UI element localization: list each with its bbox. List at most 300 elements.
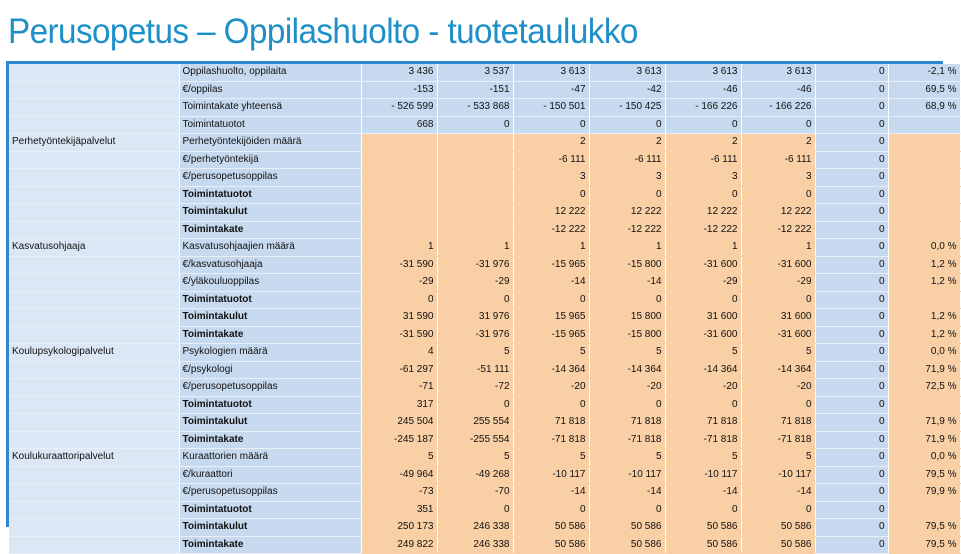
page-title: Perusopetus – Oppilashuolto - tuotetaulukko [8,12,638,51]
value-cell [888,204,960,222]
value-cell: 3 613 [589,64,665,81]
value-cell [888,396,960,414]
metric-cell: €/psykologi [179,361,361,379]
value-cell [888,186,960,204]
value-cell: 79,5 % [888,536,960,554]
value-cell: 0 [815,221,888,239]
group-cell [9,396,179,414]
value-cell: 0,0 % [888,239,960,257]
metric-cell: Toimintakate [179,536,361,554]
value-cell: 50 586 [513,536,589,554]
value-cell: 0,0 % [888,344,960,362]
value-cell: -71 [361,379,437,397]
value-cell: 3 613 [665,64,741,81]
group-cell [9,536,179,554]
value-cell: -15 800 [589,256,665,274]
value-cell: 3 436 [361,64,437,81]
value-cell: - 166 226 [665,99,741,117]
metric-cell: €/perhetyöntekijä [179,151,361,169]
group-cell [9,81,179,99]
value-cell: 3 613 [741,64,815,81]
value-cell: 1 [437,239,513,257]
value-cell: -71 818 [665,431,741,449]
value-cell: 5 [665,449,741,467]
value-cell: 0 [815,396,888,414]
value-cell: 71 818 [513,414,589,432]
value-cell [888,501,960,519]
metric-cell: €/perusopetusoppilas [179,379,361,397]
value-cell: 1,2 % [888,256,960,274]
value-cell: -29 [361,274,437,292]
value-cell: -6 111 [741,151,815,169]
value-cell: 15 800 [589,309,665,327]
value-cell: 1 [665,239,741,257]
value-cell [888,221,960,239]
table-row [9,256,960,274]
value-cell: -31 976 [437,326,513,344]
value-cell: 12 222 [665,204,741,222]
table-row [9,396,960,414]
value-cell: 0 [815,309,888,327]
value-cell: 50 586 [665,519,741,537]
value-cell: -31 590 [361,326,437,344]
value-cell: 1 [741,239,815,257]
table-row [9,64,960,81]
value-cell: 245 504 [361,414,437,432]
value-cell: -10 117 [741,466,815,484]
value-cell: 4 [361,344,437,362]
value-cell: 71 818 [589,414,665,432]
value-cell: 5 [361,449,437,467]
value-cell: 0 [815,466,888,484]
group-cell: Perhetyöntekijäpalvelut [9,134,179,152]
value-cell: 255 554 [437,414,513,432]
value-cell: 2 [513,134,589,152]
value-cell: -71 818 [741,431,815,449]
group-cell [9,414,179,432]
group-cell: Koulupsykologipalvelut [9,344,179,362]
value-cell [888,116,960,134]
value-cell: 0 [815,99,888,117]
value-cell: 0 [513,396,589,414]
value-cell: -49 268 [437,466,513,484]
value-cell: 0 [437,291,513,309]
metric-cell: €/oppilas [179,81,361,99]
value-cell: 5 [589,449,665,467]
value-cell: 351 [361,501,437,519]
value-cell: 249 822 [361,536,437,554]
value-cell: 0 [589,396,665,414]
group-cell [9,116,179,134]
value-cell: -46 [665,81,741,99]
value-cell: 12 222 [741,204,815,222]
value-cell: -15 800 [589,326,665,344]
value-cell [361,204,437,222]
metric-cell: Toimintatuotot [179,501,361,519]
value-cell: - 533 868 [437,99,513,117]
table-row [9,501,960,519]
value-cell: -31 590 [361,256,437,274]
value-cell: -14 [665,484,741,502]
value-cell: -71 818 [589,431,665,449]
value-cell: 50 586 [741,519,815,537]
value-cell: -29 [741,274,815,292]
table-row [9,379,960,397]
metric-cell: Toimintakulut [179,309,361,327]
value-cell: -14 [589,274,665,292]
value-cell: 31 976 [437,309,513,327]
group-cell [9,431,179,449]
value-cell: 2 [741,134,815,152]
value-cell: 0 [815,134,888,152]
value-cell: 69,5 % [888,81,960,99]
value-cell: 1,2 % [888,274,960,292]
value-cell [888,169,960,187]
table-row [9,204,960,222]
value-cell: 5 [437,449,513,467]
value-cell: 0 [815,186,888,204]
value-cell: 0 [815,379,888,397]
value-cell: 0 [741,116,815,134]
metric-cell: Toimintatuotot [179,116,361,134]
value-cell: -51 111 [437,361,513,379]
group-cell [9,466,179,484]
value-cell [437,204,513,222]
metric-cell: Oppilashuolto, oppilaita [179,64,361,81]
value-cell: 1 [361,239,437,257]
group-cell [9,274,179,292]
value-cell [361,134,437,152]
value-cell: 2 [665,134,741,152]
value-cell: -20 [665,379,741,397]
value-cell: 0 [815,519,888,537]
value-cell: 68,9 % [888,99,960,117]
value-cell: -31 600 [665,256,741,274]
value-cell: 71 818 [665,414,741,432]
value-cell: 3 537 [437,64,513,81]
value-cell: 5 [437,344,513,362]
value-cell: 72,5 % [888,379,960,397]
group-cell [9,309,179,327]
group-cell [9,519,179,537]
group-cell [9,186,179,204]
value-cell: -10 117 [589,466,665,484]
value-cell: 0 [815,239,888,257]
value-cell: -46 [741,81,815,99]
metric-cell: Toimintakulut [179,519,361,537]
value-cell: -15 965 [513,256,589,274]
value-cell [437,169,513,187]
table-row [9,484,960,502]
value-cell: 0 [815,431,888,449]
value-cell: 0 [815,501,888,519]
value-cell: 0 [815,256,888,274]
value-cell: 668 [361,116,437,134]
value-cell: 317 [361,396,437,414]
value-cell: 0 [815,81,888,99]
value-cell: -12 222 [513,221,589,239]
value-cell: -72 [437,379,513,397]
value-cell: 5 [741,449,815,467]
value-cell: -12 222 [741,221,815,239]
value-cell: 71,9 % [888,414,960,432]
group-cell [9,204,179,222]
value-cell [437,134,513,152]
value-cell: 0 [815,449,888,467]
value-cell: -10 117 [665,466,741,484]
value-cell: 1,2 % [888,309,960,327]
metric-cell: Toimintakulut [179,414,361,432]
value-cell: -61 297 [361,361,437,379]
value-cell: 0 [741,396,815,414]
value-cell: 0 [815,291,888,309]
value-cell [361,169,437,187]
value-cell: 3 613 [513,64,589,81]
value-cell: -151 [437,81,513,99]
metric-cell: Toimintakulut [179,204,361,222]
value-cell: 0 [815,326,888,344]
metric-cell: €/perusopetusoppilas [179,484,361,502]
metric-cell: Psykologien määrä [179,344,361,362]
product-table [9,64,961,554]
value-cell: 0 [815,169,888,187]
value-cell: 1,2 % [888,326,960,344]
metric-cell: Toimintakate [179,326,361,344]
value-cell: -14 [589,484,665,502]
metric-cell: Toimintakate yhteensä [179,99,361,117]
value-cell: -10 117 [513,466,589,484]
value-cell: 5 [513,344,589,362]
value-cell: 0 [589,116,665,134]
table-row [9,151,960,169]
value-cell: 0 [665,501,741,519]
metric-cell: Kasvatusohjaajien määrä [179,239,361,257]
value-cell: 0 [815,151,888,169]
value-cell: -73 [361,484,437,502]
value-cell: -6 111 [589,151,665,169]
value-cell: 0 [741,186,815,204]
group-cell: Koulukuraattoripalvelut [9,449,179,467]
group-cell [9,169,179,187]
value-cell: 12 222 [589,204,665,222]
table-row [9,221,960,239]
group-cell [9,291,179,309]
metric-cell: Perhetyöntekijöiden määrä [179,134,361,152]
value-cell [361,186,437,204]
value-cell: 0,0 % [888,449,960,467]
group-cell [9,484,179,502]
group-cell [9,221,179,239]
value-cell [888,291,960,309]
value-cell: 0 [815,64,888,81]
value-cell: -15 965 [513,326,589,344]
value-cell: 5 [741,344,815,362]
value-cell: -31 600 [741,326,815,344]
value-cell: 0 [589,501,665,519]
value-cell: 0 [361,291,437,309]
value-cell: 0 [741,501,815,519]
group-cell [9,99,179,117]
table-row [9,361,960,379]
value-cell [888,151,960,169]
value-cell: 3 [589,169,665,187]
value-cell: 79,5 % [888,466,960,484]
value-cell: 0 [815,361,888,379]
value-cell: -42 [589,81,665,99]
value-cell: 0 [815,484,888,502]
table-row [9,431,960,449]
value-cell: 50 586 [665,536,741,554]
value-cell: 246 338 [437,519,513,537]
value-cell [361,151,437,169]
value-cell: -153 [361,81,437,99]
value-cell: 3 [513,169,589,187]
value-cell: 0 [665,396,741,414]
metric-cell: Toimintatuotot [179,396,361,414]
value-cell: -71 818 [513,431,589,449]
value-cell: 5 [665,344,741,362]
metric-cell: €/perusopetusoppilas [179,169,361,187]
table-body [9,64,960,554]
value-cell: -14 364 [741,361,815,379]
value-cell: 31 590 [361,309,437,327]
table-row [9,239,960,257]
value-cell: 0 [665,291,741,309]
group-cell [9,151,179,169]
value-cell: -12 222 [589,221,665,239]
value-cell: 0 [513,186,589,204]
value-cell: -20 [513,379,589,397]
value-cell: -245 187 [361,431,437,449]
value-cell: 246 338 [437,536,513,554]
value-cell: -20 [741,379,815,397]
table-row [9,466,960,484]
product-table-frame [6,61,957,550]
metric-cell: €/yläkouluoppilas [179,274,361,292]
table-row [9,274,960,292]
value-cell: 0 [741,291,815,309]
table-row [9,536,960,554]
value-cell: 5 [589,344,665,362]
value-cell: -70 [437,484,513,502]
value-cell: 0 [665,116,741,134]
table-row [9,186,960,204]
value-cell: - 150 425 [589,99,665,117]
value-cell [437,186,513,204]
value-cell: 3 [741,169,815,187]
value-cell: - 150 501 [513,99,589,117]
group-cell [9,501,179,519]
value-cell: 0 [437,396,513,414]
value-cell: -29 [437,274,513,292]
value-cell: 0 [437,501,513,519]
value-cell: -12 222 [665,221,741,239]
value-cell: 5 [513,449,589,467]
value-cell: 1 [513,239,589,257]
value-cell: 71,9 % [888,361,960,379]
value-cell: -20 [589,379,665,397]
value-cell: -49 964 [361,466,437,484]
value-cell: -14 364 [665,361,741,379]
table-row [9,134,960,152]
value-cell: 0 [815,274,888,292]
value-cell: 71 818 [741,414,815,432]
value-cell: 0 [513,291,589,309]
table-row [9,291,960,309]
table-row [9,116,960,134]
metric-cell: Toimintakate [179,221,361,239]
table-row [9,309,960,327]
value-cell: -47 [513,81,589,99]
value-cell: 0 [815,344,888,362]
group-cell [9,256,179,274]
value-cell: 0 [589,186,665,204]
group-cell [9,326,179,344]
metric-cell: Toimintatuotot [179,186,361,204]
value-cell: -14 [513,274,589,292]
value-cell: - 166 226 [741,99,815,117]
value-cell: -255 554 [437,431,513,449]
value-cell: -14 [513,484,589,502]
value-cell: -14 [741,484,815,502]
table-row [9,414,960,432]
value-cell: 3 [665,169,741,187]
value-cell: 0 [665,186,741,204]
value-cell: 0 [513,501,589,519]
group-cell [9,361,179,379]
value-cell: 79,5 % [888,519,960,537]
value-cell: 50 586 [741,536,815,554]
table-row [9,81,960,99]
value-cell: 15 965 [513,309,589,327]
metric-cell: Toimintakate [179,431,361,449]
value-cell: -31 600 [665,326,741,344]
value-cell: -31 976 [437,256,513,274]
value-cell [437,221,513,239]
value-cell: -31 600 [741,256,815,274]
value-cell [437,151,513,169]
value-cell: -6 111 [513,151,589,169]
value-cell: 50 586 [589,519,665,537]
value-cell: -29 [665,274,741,292]
value-cell [888,134,960,152]
value-cell: 31 600 [665,309,741,327]
value-cell: - 526 599 [361,99,437,117]
table-row [9,99,960,117]
value-cell: 250 173 [361,519,437,537]
value-cell: 0 [815,116,888,134]
value-cell: 0 [815,414,888,432]
value-cell: -14 364 [589,361,665,379]
group-cell [9,64,179,81]
metric-cell: €/kuraattori [179,466,361,484]
value-cell: 0 [513,116,589,134]
group-cell [9,379,179,397]
table-row [9,344,960,362]
value-cell: 79,9 % [888,484,960,502]
group-cell: Kasvatusohjaaja [9,239,179,257]
value-cell: 50 586 [589,536,665,554]
table-row [9,449,960,467]
table-row [9,519,960,537]
value-cell: 2 [589,134,665,152]
value-cell [361,221,437,239]
value-cell: 0 [815,536,888,554]
value-cell: -14 364 [513,361,589,379]
table-row [9,326,960,344]
value-cell: 50 586 [513,519,589,537]
value-cell: 0 [815,204,888,222]
